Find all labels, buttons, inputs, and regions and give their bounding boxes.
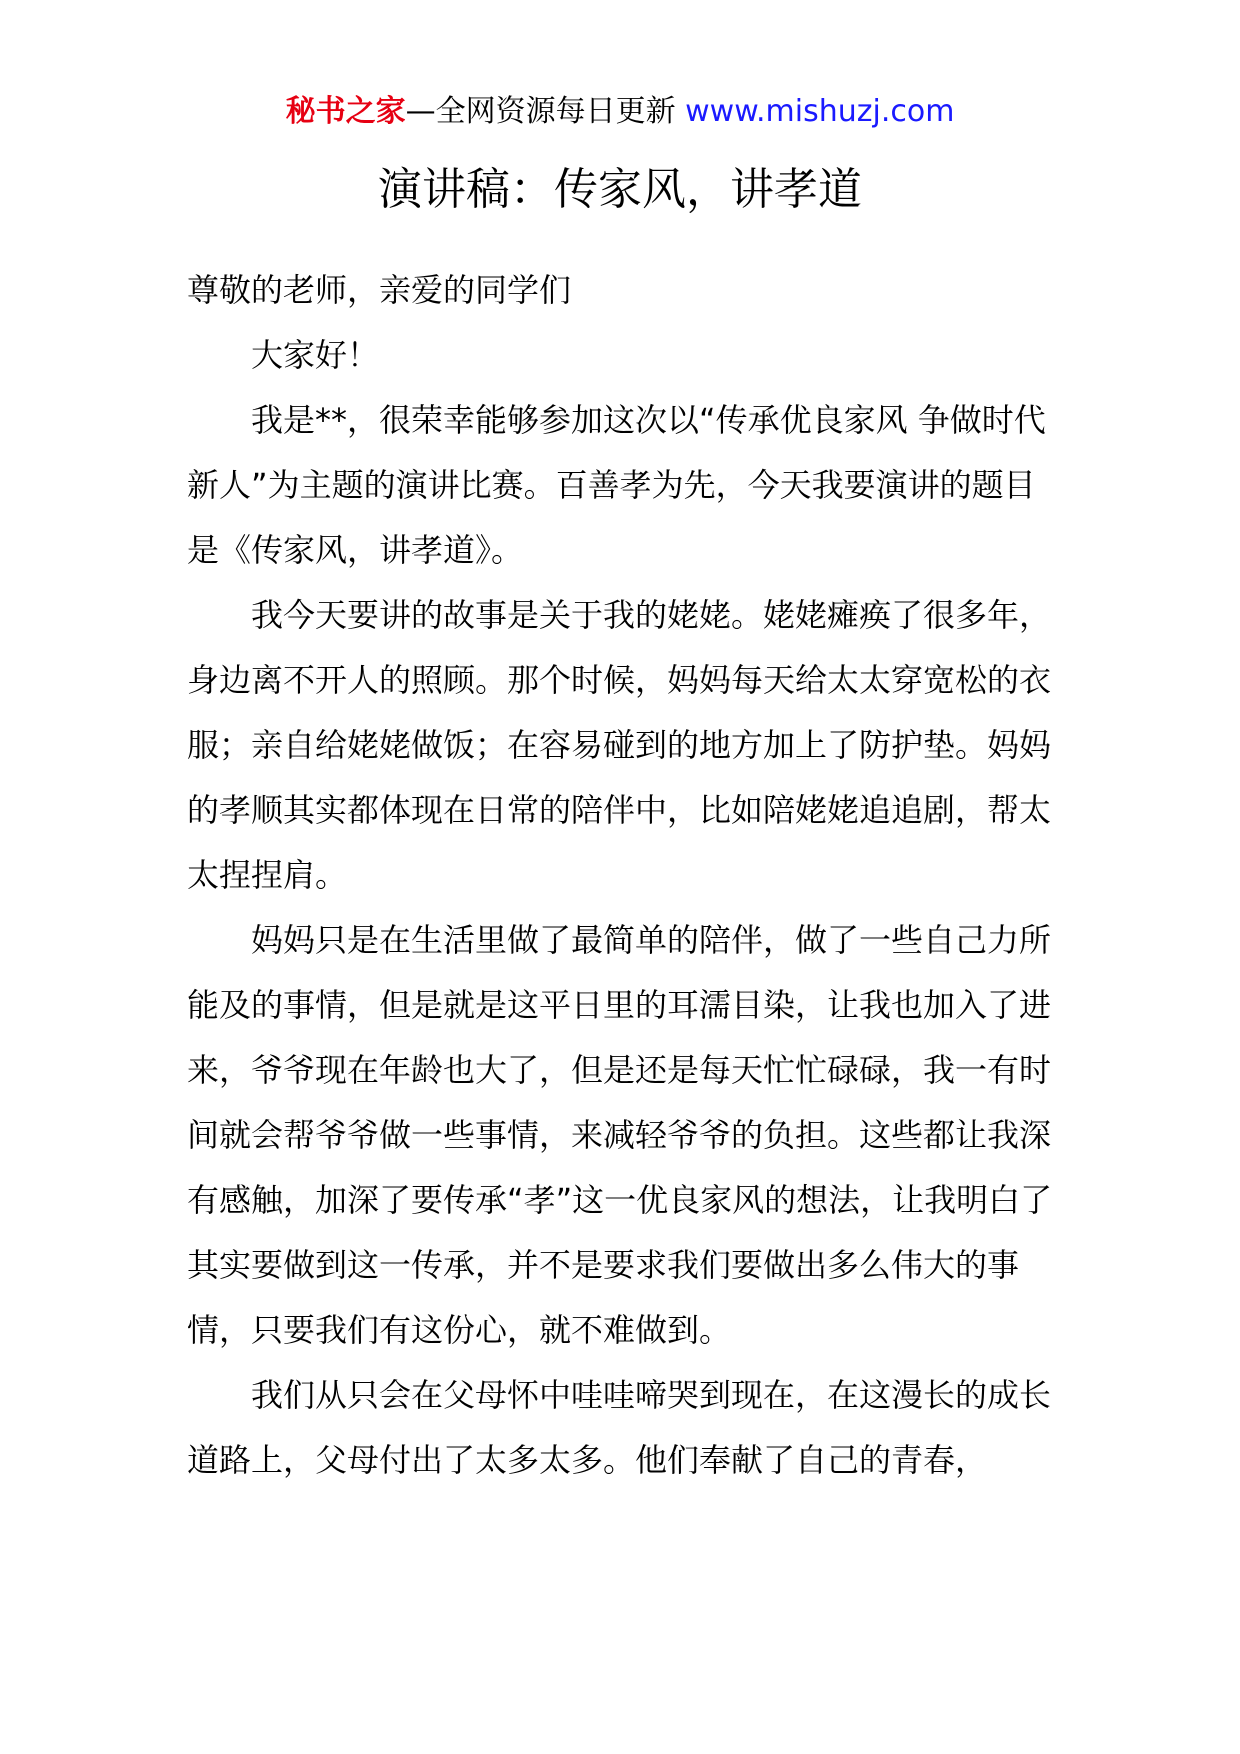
site-url-link[interactable]: www.mishuzj.com (685, 94, 955, 129)
document-body (187, 258, 1067, 1493)
document-title: 演讲稿：传家风，讲孝道 (378, 164, 862, 215)
header-tagline: —全网资源每日更新 (405, 94, 676, 129)
paragraph-grandmother-story: 我今天要讲的故事是关于我的姥姥。姥姥瘫痪了很多年，身边离不开人的照顾。那个时候，妈妈每天给太太穿宽松的衣服；亲自给姥姥做饭；在容易碰到的地方加上了防护垫。妈妈的孝顺其实都体现在日常的陪伴中，比如陪姥姥追追剧，帮太太捏捏肩。 (187, 596, 1052, 894)
paragraph-parents-sacrifice: 我们从只会在父母怀中哇哇啼哭到现在，在这漫长的成长道路上，父母付出了太多太多。他们奉献了自己的青春， (187, 1376, 1052, 1479)
paragraph-intro: 我是**，很荣幸能够参加这次以“传承优良家风 争做时代新人”为主题的演讲比赛。百善孝为先，今天我要演讲的题目是《传家风，讲孝道》。 (187, 401, 1046, 569)
site-header (0, 92, 1240, 132)
paragraph-mother-influence: 妈妈只是在生活里做了最简单的陪伴，做了一些自己力所能及的事情，但是就是这平日里的耳濡目染，让我也加入了进来，爷爷现在年龄也大了，但是还是每天忙忙碌碌，我一有时间就会帮爷爷做一些事情，来减轻爷爷的负担。这些都让我深有感触，加深了要传承“孝”这一优良家风的想法，让我明白了其实要做到这一传承，并不是要求我们要做出多么伟大的事情，只要我们有这份心，就不难做到。 (187, 921, 1053, 1349)
brand-name: 秘书之家 (285, 94, 406, 129)
salutation: 尊敬的老师，亲爱的同学们 (187, 271, 572, 309)
greeting: 大家好！ (251, 336, 380, 374)
